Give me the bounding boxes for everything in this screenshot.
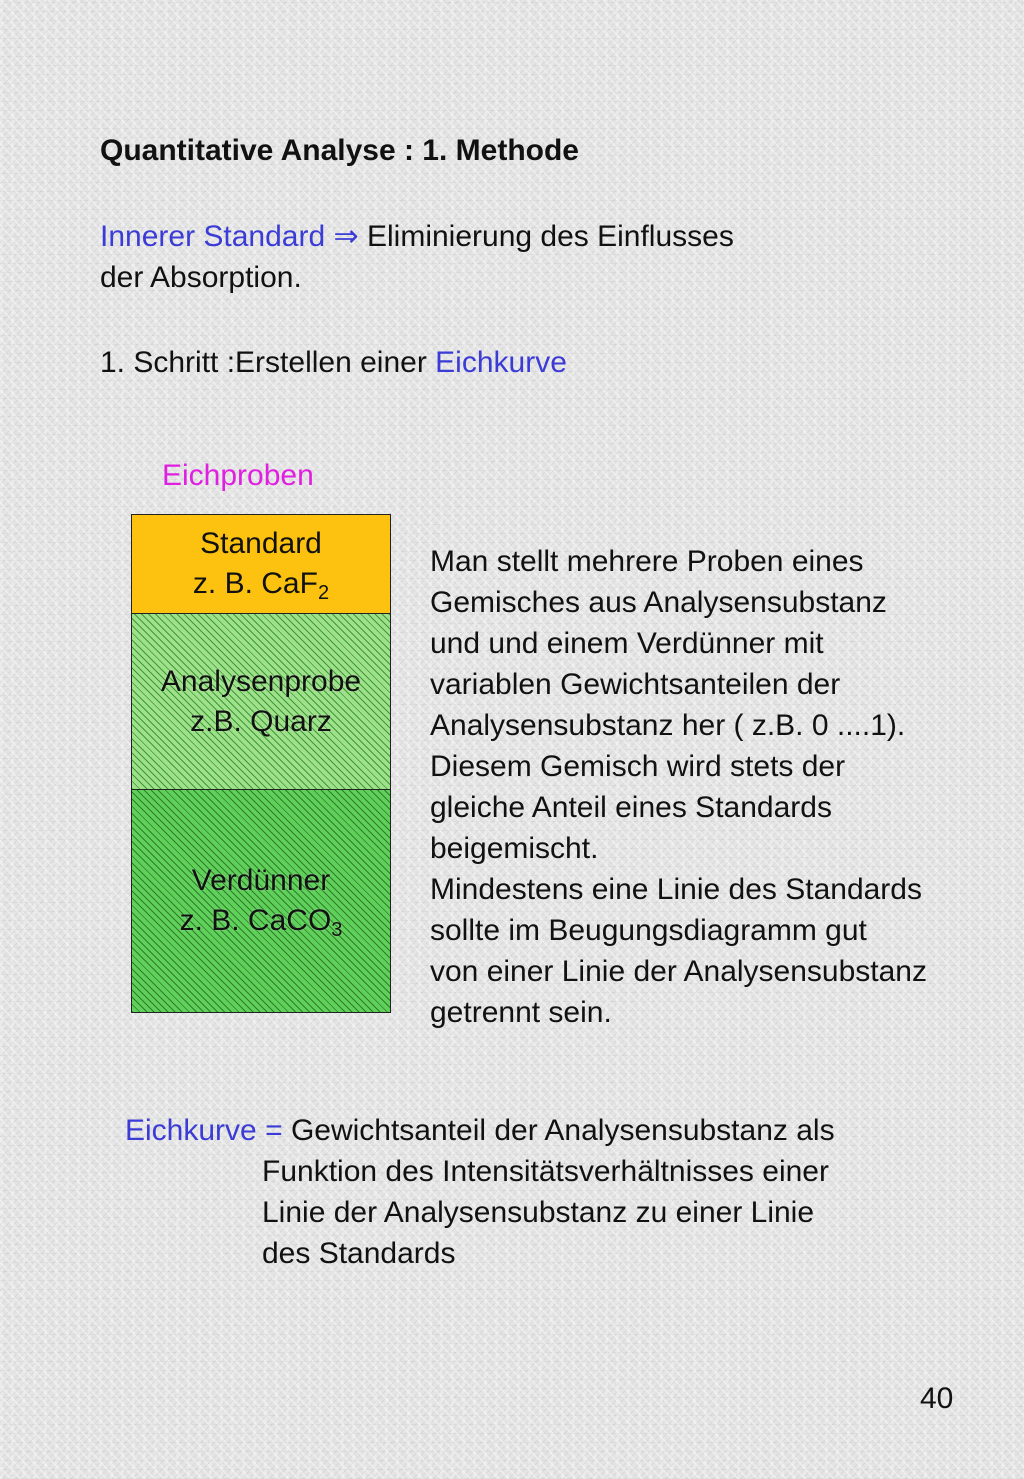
description-line: beigemischt. [430,832,599,865]
standard-name: Standard [200,527,322,560]
diluent-name: Verdünner [191,864,331,897]
definition-term: Eichkurve [125,1114,257,1147]
intro-line-1 [100,216,734,257]
intro-text-2: der Absorption. [100,261,302,294]
description-line: Man stellt mehrere Proben eines [430,545,864,578]
standard-formula-subscript: 2 [317,582,330,604]
analysis-sample-layer [132,614,390,790]
definition-text-3: Linie der Analysensubstanz zu einer Linie [262,1196,815,1229]
description-line: Analysensubstanz her ( z.B. 0 ....1). [430,709,906,742]
definition-equals: = [265,1114,283,1147]
description-line: und und einem Verdünner mit [430,627,824,660]
standard-layer [132,515,390,614]
step-prefix: 1. Schritt :Erstellen einer [100,346,436,379]
standard-example [193,564,329,604]
inner-standard-term: Innerer Standard [100,220,326,253]
intro-paragraph [100,216,734,298]
step-line [100,342,567,383]
definition-text-1: Gewichtsanteil der Analysensubstanz als [290,1114,835,1147]
description-line: Diesem Gemisch wird stets der [430,750,846,783]
page-number: 40 [920,1382,954,1415]
description-line: getrennt sein. [430,996,612,1029]
definition-text-4: des Standards [262,1237,456,1270]
description-line: von einer Linie der Analysensubstanz [430,955,927,988]
description-paragraph [430,541,1010,1033]
standard-formula: z. B. CaF [192,567,318,600]
diluent-example [180,901,343,941]
analysis-sample-example: z.B. Quarz [190,704,332,738]
description-line: Mindestens eine Linie des Standards [430,873,922,906]
description-line: Gemisches aus Analysensubstanz [430,586,887,619]
diluent-formula-subscript: 3 [331,919,343,941]
implies-arrow-icon: ⇒ [333,220,359,253]
intro-text-1: Eliminierung des Einflusses [366,220,734,253]
description-line: variablen Gewichtsanteilen der [430,668,841,701]
definition-line-1 [125,1110,985,1151]
diluent-layer [132,790,390,1012]
definition-text-2: Funktion des Intensitätsverhältnisses einer [262,1155,829,1188]
page-title: Quantitative Analyse : 1. Methode [100,134,579,167]
sample-stack-diagram [131,514,391,1013]
analysis-sample-name: Analysenprobe [160,664,362,698]
diluent-formula: z. B. CaCO [179,904,332,937]
description-line: gleiche Anteil eines Standards [430,791,832,824]
calibration-curve-definition [125,1110,985,1274]
description-line: sollte im Beugungsdiagramm gut [430,914,867,947]
step-term: Eichkurve [435,346,567,379]
samples-label: Eichproben [162,459,314,492]
